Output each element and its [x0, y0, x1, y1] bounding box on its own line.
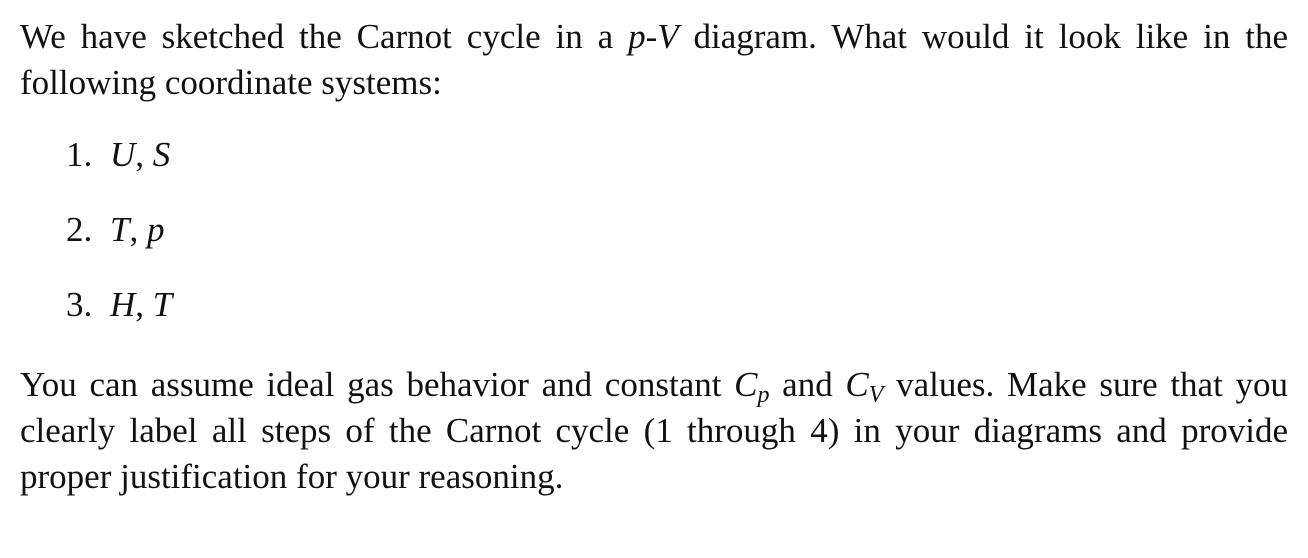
intro-dash: -	[645, 17, 658, 56]
coord-a: U	[110, 135, 136, 174]
var-Cp	[734, 365, 770, 408]
list-number: 3.	[66, 285, 93, 324]
coord-a: T	[110, 210, 130, 249]
coord-b: p	[146, 210, 165, 249]
coord-b: S	[152, 135, 171, 174]
coord-sep: ,	[135, 285, 153, 324]
closing-text-2: and	[769, 365, 846, 404]
list-item	[66, 207, 1288, 253]
problem-statement	[20, 14, 1288, 500]
closing-paragraph	[20, 362, 1288, 500]
var-p: p	[628, 17, 646, 56]
list-item	[66, 132, 1288, 178]
cp-main: C	[734, 365, 758, 404]
intro-text-2: diagram. What would it look like in the following coordinate systems:	[20, 17, 1288, 102]
closing-text-3: values. Make sure that you clearly label all steps of the Carnot cycle (1 through 4) in your diagrams and provide proper justification for your reasoning.	[20, 365, 1288, 496]
closing-text-1: You can assume ideal gas behavior and constant	[20, 365, 735, 404]
cv-subscript: V	[868, 382, 884, 408]
coord-b: T	[152, 285, 173, 324]
var-V: V	[657, 17, 679, 56]
cv-main: C	[845, 365, 869, 404]
coord-a: H	[110, 285, 136, 324]
coord-sep: ,	[135, 135, 153, 174]
cp-subscript: p	[757, 382, 770, 408]
coordinate-list	[20, 132, 1288, 328]
list-number: 1.	[66, 135, 93, 174]
intro-text-1: We have sketched the Carnot cycle in a	[20, 17, 629, 56]
intro-paragraph	[20, 14, 1288, 106]
coord-sep: ,	[129, 210, 147, 249]
list-item	[66, 282, 1288, 328]
list-number: 2.	[66, 210, 93, 249]
var-Cv	[845, 365, 884, 408]
